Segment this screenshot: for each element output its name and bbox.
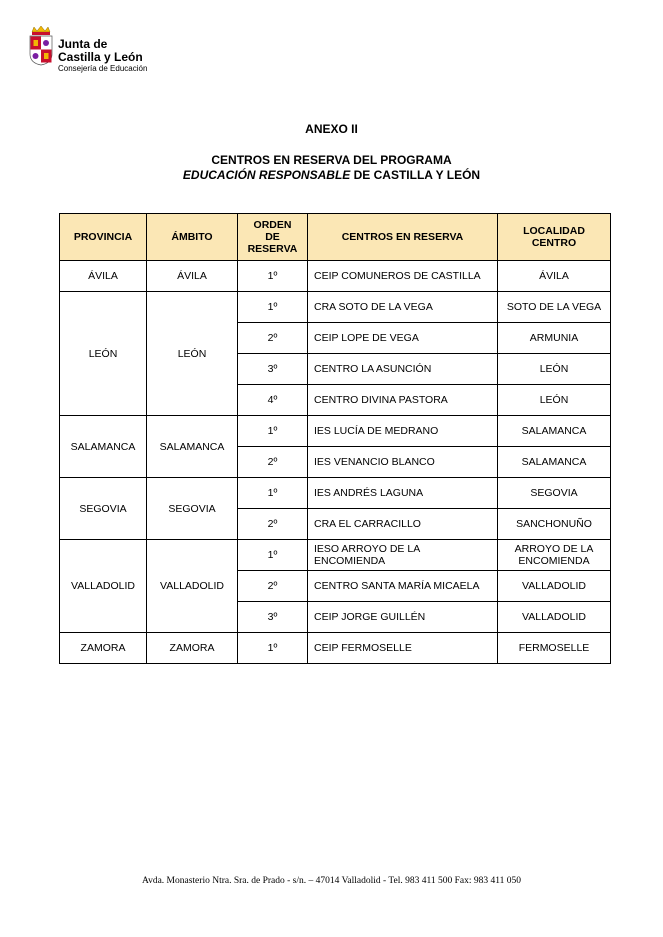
header-orden-line-2: DE (265, 231, 280, 243)
cell-localidad: LEÓN (498, 385, 611, 416)
table-header-row (60, 214, 611, 261)
header-orden-line-3: RESERVA (247, 243, 298, 255)
cell-orden: 2º (238, 509, 308, 540)
cell-centro: IES LUCÍA DE MEDRANO (308, 416, 498, 447)
cell-ambito: VALLADOLID (147, 540, 238, 633)
cell-orden: 3º (238, 354, 308, 385)
title-program-name: EDUCACIÓN RESPONSABLE (182, 168, 351, 182)
cell-localidad: SOTO DE LA VEGA (498, 292, 611, 323)
cell-localidad: VALLADOLID (498, 602, 611, 633)
cell-orden: 1º (238, 478, 308, 509)
cell-localidad: FERMOSELLE (498, 633, 611, 664)
header-localidad (498, 214, 611, 261)
cell-provincia: ÁVILA (60, 261, 147, 292)
cell-provincia: VALLADOLID (60, 540, 147, 633)
table-row (60, 261, 611, 292)
cell-centro: IES ANDRÉS LAGUNA (308, 478, 498, 509)
cell-localidad: SALAMANCA (498, 447, 611, 478)
cell-localidad: ARROYO DE LA ENCOMIENDA (498, 540, 611, 571)
table-row (60, 416, 611, 447)
document-title (0, 153, 663, 183)
reserve-centers-table (59, 213, 611, 664)
cell-orden: 1º (238, 416, 308, 447)
table-row (60, 292, 611, 323)
cell-provincia: LEÓN (60, 292, 147, 416)
cell-centro: IES VENANCIO BLANCO (308, 447, 498, 478)
header-centros: CENTROS EN RESERVA (308, 214, 498, 261)
cell-orden: 2º (238, 571, 308, 602)
cell-localidad: SEGOVIA (498, 478, 611, 509)
cell-centro: CENTRO LA ASUNCIÓN (308, 354, 498, 385)
cell-localidad: ÁVILA (498, 261, 611, 292)
logo-line-3: Consejería de Educación (58, 64, 148, 73)
cell-ambito: SALAMANCA (147, 416, 238, 478)
header-orden (238, 214, 308, 261)
logo-line-2: Castilla y León (58, 50, 143, 64)
cell-localidad: SALAMANCA (498, 416, 611, 447)
cell-centro: CRA EL CARRACILLO (308, 509, 498, 540)
cell-orden: 1º (238, 633, 308, 664)
cell-orden: 4º (238, 385, 308, 416)
header-provincia: PROVINCIA (60, 214, 147, 261)
header-orden-line-1: ORDEN (253, 219, 292, 231)
castilla-y-leon-shield-icon (28, 26, 54, 66)
header-ambito: ÁMBITO (147, 214, 238, 261)
cell-ambito: ÁVILA (147, 261, 238, 292)
cell-orden: 1º (238, 261, 308, 292)
cell-ambito: LEÓN (147, 292, 238, 416)
cell-provincia: ZAMORA (60, 633, 147, 664)
cell-ambito: SEGOVIA (147, 478, 238, 540)
title-line-1: CENTROS EN RESERVA DEL PROGRAMA (211, 153, 452, 167)
cell-localidad: LEÓN (498, 354, 611, 385)
cell-orden: 1º (238, 292, 308, 323)
title-line-2-rest: DE CASTILLA Y LEÓN (350, 168, 481, 182)
title-line-2 (0, 168, 663, 183)
cell-centro: CEIP JORGE GUILLÉN (308, 602, 498, 633)
cell-centro: CENTRO DIVINA PASTORA (308, 385, 498, 416)
logo-line-1: Junta de (58, 37, 108, 51)
cell-localidad: VALLADOLID (498, 571, 611, 602)
cell-orden: 2º (238, 447, 308, 478)
cell-provincia: SEGOVIA (60, 478, 147, 540)
cell-centro: CEIP COMUNEROS DE CASTILLA (308, 261, 498, 292)
cell-centro: CENTRO SANTA MARÍA MICAELA (308, 571, 498, 602)
cell-localidad: SANCHONUÑO (498, 509, 611, 540)
footer-address: Avda. Monasterio Ntra. Sra. de Prado - s/n. – 47014 Valladolid - Tel. 983 411 500 Fax: 983 411 050 (141, 876, 522, 886)
table-row (60, 478, 611, 509)
table-row (60, 633, 611, 664)
cell-centro: CEIP FERMOSELLE (308, 633, 498, 664)
table-row (60, 540, 611, 571)
cell-centro: CEIP LOPE DE VEGA (308, 323, 498, 354)
annex-heading: ANEXO II (305, 122, 358, 136)
cell-localidad: ARMUNIA (498, 323, 611, 354)
header-localidad-line-2: CENTRO (531, 237, 577, 249)
cell-provincia: SALAMANCA (60, 416, 147, 478)
cell-centro: CRA SOTO DE LA VEGA (308, 292, 498, 323)
header-localidad-line-1: LOCALIDAD (523, 225, 585, 237)
cell-ambito: ZAMORA (147, 633, 238, 664)
cell-orden: 2º (238, 323, 308, 354)
cell-centro: IESO ARROYO DE LA ENCOMIENDA (308, 540, 498, 571)
cell-orden: 1º (238, 540, 308, 571)
institution-logo (28, 26, 147, 73)
cell-orden: 3º (238, 602, 308, 633)
